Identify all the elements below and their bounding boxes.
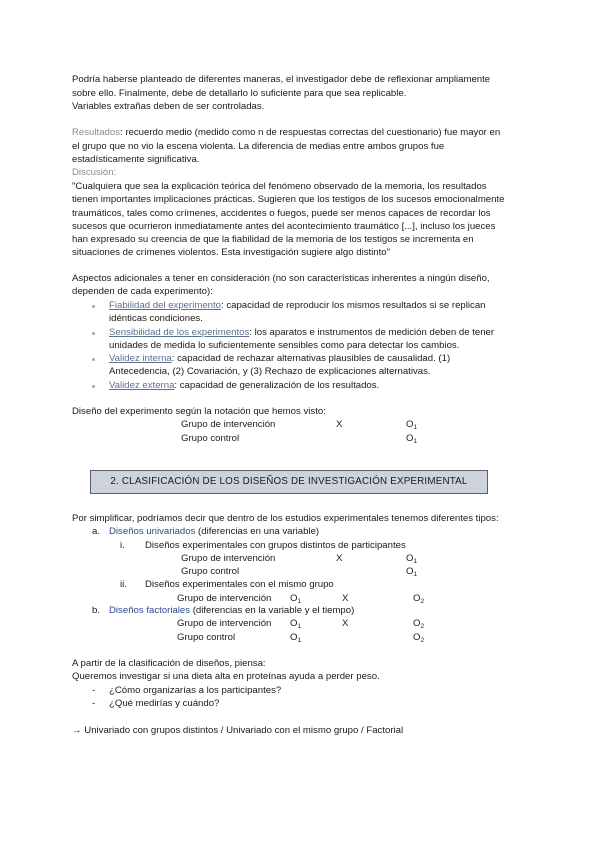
intro-line-2: sobre ello. Finalmente, debe de detallarlo lo suficiente para que sea replicable. — [72, 88, 407, 99]
bullet-icon — [92, 385, 95, 388]
notacion-row2-o: $O_1$ — [406, 433, 418, 445]
fiabilidad-link[interactable]: Fiabilidad del experimento — [109, 300, 221, 311]
ejercicio-line-2: Queremos investigar si una dieta alta en proteínas ayuda a perder peso. — [72, 671, 380, 682]
ejercicio-question-2: ¿Qué medirías y cuándo? — [109, 698, 220, 709]
aspecto-item-fiabilidad: Fiabilidad del experimento: capacidad de reproducir los mismos resultados si se replican — [109, 300, 486, 311]
validez-interna-link[interactable]: Validez interna — [109, 353, 172, 364]
discusion-line-3: traumáticos, tales como crímenes, accidentes o fuegos, puede ser menos capaces de recordar los — [72, 208, 491, 219]
notacion-row1-group: Grupo de intervención — [181, 419, 276, 430]
notacion-row1-o: $O_1$ — [406, 419, 418, 431]
ii-row1-o1: $O_1$ — [290, 593, 302, 605]
list-marker-i: i. — [120, 540, 125, 551]
diseno-grupos-distintos: Diseños experimentales con grupos distintos de participantes — [145, 540, 406, 551]
list-marker-b: b. — [92, 605, 101, 616]
b-row2-group: Grupo control — [177, 632, 236, 643]
bullet-icon — [92, 332, 95, 335]
notacion-row1-x: X — [336, 419, 343, 430]
clasificacion-intro: Por simplificar, podríamos decir que dentro de los estudios experimentales tenemos diferentes tipos: — [72, 513, 499, 524]
diseno-univariado-term: Diseños univariados — [109, 526, 196, 537]
resultados-line-2: el grupo que no vio la escena violenta. La diferencia de medias entre ambos grupos fue — [72, 141, 445, 152]
discusion-line-5: han expresado su creencia de que la fiabilidad de la memoria de los testigos se incrementa en — [72, 234, 474, 245]
notacion-title: Diseño del experimento según la notación que hemos visto: — [72, 406, 326, 417]
resultados-line-1: Resultados: recuerdo medio (medido como n de respuestas correctas del cuestionario) fue mayor en — [72, 127, 501, 138]
discusion-line-1: "Cualquiera que sea la explicación teórica del fenómeno observado de la memoria, los resultados — [72, 181, 487, 192]
ii-row1-x: X — [342, 593, 349, 604]
i-row1-o: $O_1$ — [406, 553, 418, 565]
i-row1-group: Grupo de intervención — [181, 553, 276, 564]
b-row1-group: Grupo de intervención — [177, 618, 272, 629]
b-row1-o1: $O_1$ — [290, 618, 302, 630]
resultados-line-3: estadísticamente significativa. — [72, 154, 200, 165]
ii-row1-o2: $O_2$ — [413, 593, 425, 605]
discusion-line-4: sucesos que ocurrieron inmediatamente antes del acontecimiento traumático [...], incluso los jueces — [72, 221, 496, 232]
list-marker-ii: ii. — [120, 579, 127, 590]
aspecto-item-fiabilidad-cont: idénticas condiciones. — [109, 313, 203, 324]
diseno-factorial-term: Diseños factoriales — [109, 605, 191, 616]
ii-row1-group: Grupo de intervención — [177, 593, 272, 604]
diseno-factorial-line: Diseños factoriales (diferencias en la variable y el tiempo) — [109, 605, 355, 616]
section-2-title: 2. CLASIFICACIÓN DE LOS DISEÑOS DE INVESTIGACIÓN EXPERIMENTAL — [110, 476, 468, 487]
section-2-banner — [90, 470, 488, 494]
validez-externa-link[interactable]: Validez externa — [109, 380, 175, 391]
b-row2-o1: $O_1$ — [290, 632, 302, 644]
bullet-icon — [92, 358, 95, 361]
b-row2-o2: $O_2$ — [413, 632, 425, 644]
intro-line-1: Podría haberse planteado de diferentes maneras, el investigador debe de reflexionar ampliamente — [72, 74, 491, 85]
aspecto-item-validez-externa: Validez externa: capacidad de generalización de los resultados. — [109, 380, 380, 391]
diseno-univariado-line: Diseños univariados (diferencias en una variable) — [109, 526, 320, 537]
aspecto-item-sensibilidad: Sensibilidad de los experimentos: los aparatos e instrumentos de medición deben de tener — [109, 327, 495, 338]
i-row1-x: X — [336, 553, 343, 564]
ejercicio-question-1: ¿Cómo organizarías a los participantes? — [109, 685, 282, 696]
dash-marker: - — [92, 685, 96, 696]
b-row1-x: X — [342, 618, 349, 629]
dash-marker: - — [92, 698, 96, 709]
diseno-mismo-grupo: Diseños experimentales con el mismo grupo — [145, 579, 334, 590]
sensibilidad-link[interactable]: Sensibilidad de los experimentos — [109, 327, 250, 338]
list-marker-a: a. — [92, 526, 101, 537]
b-row1-o2: $O_2$ — [413, 618, 425, 630]
intro-line-3: Variables extrañas deben de ser controladas. — [72, 101, 265, 112]
aspecto-item-sensibilidad-cont: unidades de medida lo suficientemente sensibles como para detectar los cambios. — [109, 340, 460, 351]
discusion-label: Discusión: — [72, 167, 117, 178]
aspecto-item-validez-interna: Validez interna: capacidad de rechazar alternativas plausibles de causalidad. (1) — [109, 353, 451, 364]
i-row2-o: $O_1$ — [406, 566, 418, 578]
discusion-line-2: tienen importantes implicaciones prácticas. Sugieren que los testigos de los sucesos emocionalmente — [72, 194, 505, 205]
aspectos-line-2: dependen de cada experimento): — [72, 286, 213, 297]
aspecto-item-validez-interna-cont: Antecedencia, (2) Covariación, y (3) Rechazo de explicaciones alternativas. — [109, 366, 431, 377]
aspectos-line-1: Aspectos adicionales a tener en consideración (no son características inherentes a ningún diseño, — [72, 273, 490, 284]
notacion-row2-group: Grupo control — [181, 433, 240, 444]
bullet-icon — [92, 305, 95, 308]
ejercicio-line-1: A partir de la clasificación de diseños, piensa: — [72, 658, 266, 669]
resultados-label: Resultados — [72, 127, 120, 138]
ejercicio-answer: → Univariado con grupos distintos / Univariado con el mismo grupo / Factorial — [72, 725, 404, 736]
i-row2-group: Grupo control — [181, 566, 240, 577]
discusion-line-6: situaciones de crímenes violentos. Esta investigación sugiere algo distinto" — [72, 247, 391, 258]
